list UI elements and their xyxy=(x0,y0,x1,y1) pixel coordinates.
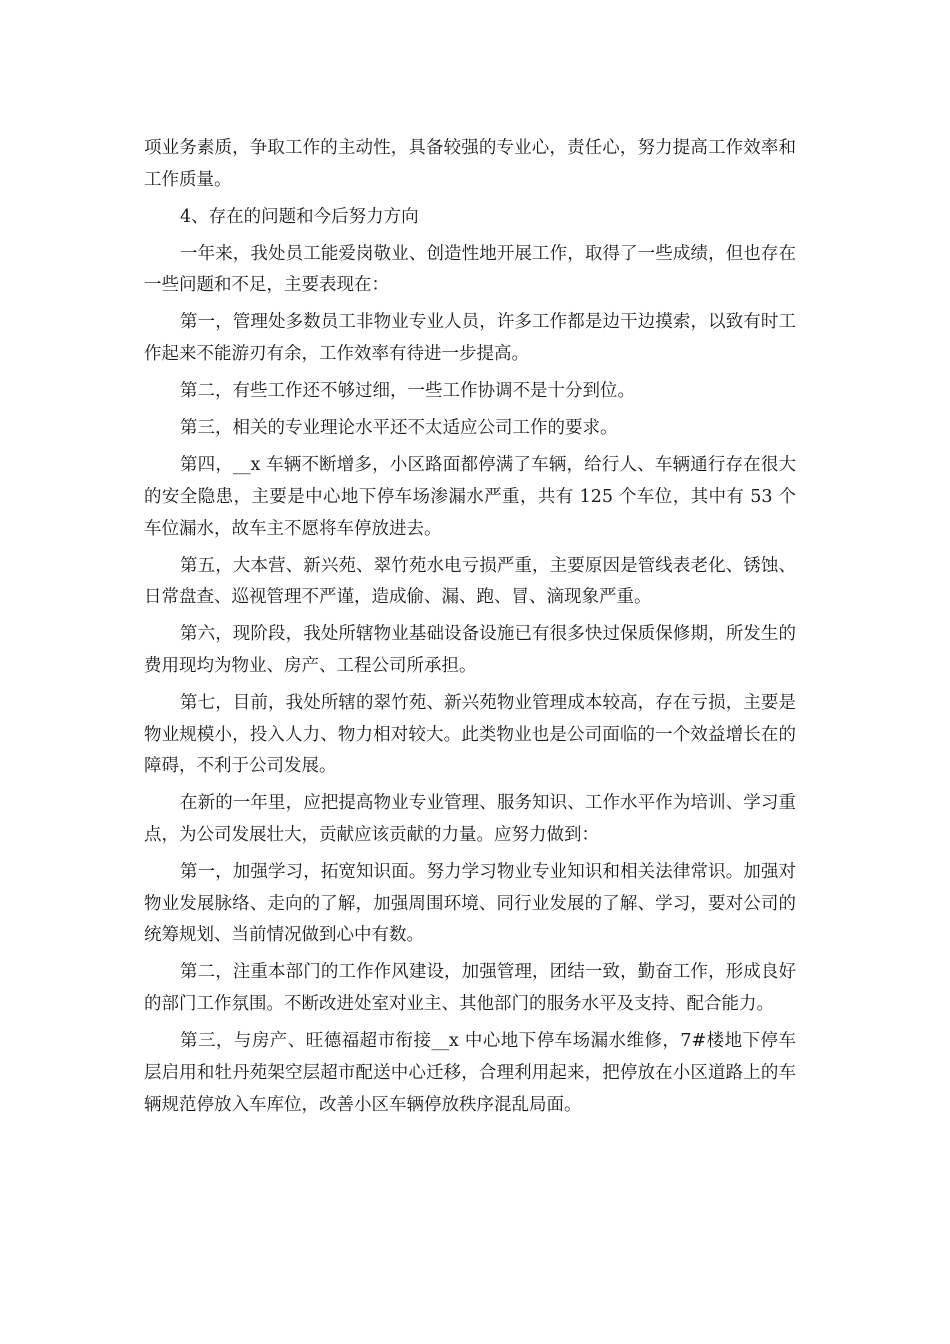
paragraph-continuation: 项业务素质，争取工作的主动性，具备较强的专业心，责任心，努力提高工作效率和工作质量。 xyxy=(144,138,796,190)
paragraph-plan-3: 第三，与房产、旺德福超市衔接__x 中心地下停车场漏水维修，7#楼地下停车层启用和牡丹苑架空层超市配送中心迁移，合理利用起来，把停放在小区道路上的车辆规范停放入车库位，改善小区车辆停放秩序混乱局面。 xyxy=(144,1031,796,1115)
paragraph-problem-5: 第五，大本营、新兴苑、翠竹苑水电亏损严重，主要原因是管线表老化、锈蚀、日常盘查、巡视管理不严谨，造成偷、漏、跑、冒、滴现象严重。 xyxy=(144,555,796,608)
paragraph-plan-1: 第一，加强学习，拓宽知识面。努力学习物业专业知识和相关法律常识。加强对物业发展脉络、走向的了解，加强周围环境、同行业发展的了解、学习，要对公司的统筹规划、当前情况做到心中有数。 xyxy=(144,862,796,946)
paragraph-intro: 一年来，我处员工能爱岗敬业、创造性地开展工作，取得了一些成绩，但也存在一些问题和不足，主要表现在： xyxy=(144,243,796,296)
paragraph-problem-6: 第六，现阶段，我处所辖物业基础设备设施已有很多快过保质保修期，所发生的费用现均为物业、房产、工程公司所承担。 xyxy=(144,624,796,676)
paragraph-problem-4: 第四，__x 车辆不断增多，小区路面都停满了车辆，给行人、车辆通行存在很大的安全隐患，主要是中心地下停车场渗漏水严重，共有 125 个车位，其中有 53 个车位漏水，故车主不愿将车停放进去。 xyxy=(144,455,796,539)
paragraph-problem-3: 第三，相关的专业理论水平还不太适应公司工作的要求。 xyxy=(180,418,618,439)
paragraph-problem-1: 第一，管理处多数员工非物业专业人员，许多工作都是边干边摸索，以致有时工作起来不能游刃有余，工作效率有待进一步提高。 xyxy=(144,312,796,365)
paragraph-next-year: 在新的一年里，应把提高物业专业管理、服务知识、工作水平作为培训、学习重点，为公司发展壮大，贡献应该贡献的力量。应努力做到： xyxy=(144,793,796,846)
paragraph-problem-2: 第二，有些工作还不够过细，一些工作协调不是十分到位。 xyxy=(180,381,635,402)
paragraph-plan-2: 第二，注重本部门的工作作风建设，加强管理，团结一致，勤奋工作，形成良好的部门工作氛围。不断改进处室对业主、其他部门的服务水平及支持、配合能力。 xyxy=(144,962,796,1015)
paragraph-problem-7: 第七，目前，我处所辖的翠竹苑、新兴苑物业管理成本较高，存在亏损，主要是物业规模小，投入人力、物力相对较大。此类物业也是公司面临的一个效益增长在的障碍，不利于公司发展。 xyxy=(144,692,796,777)
section-heading-problems: 4、存在的问题和今后努力方向 xyxy=(180,206,419,227)
document-page xyxy=(144,133,796,1127)
